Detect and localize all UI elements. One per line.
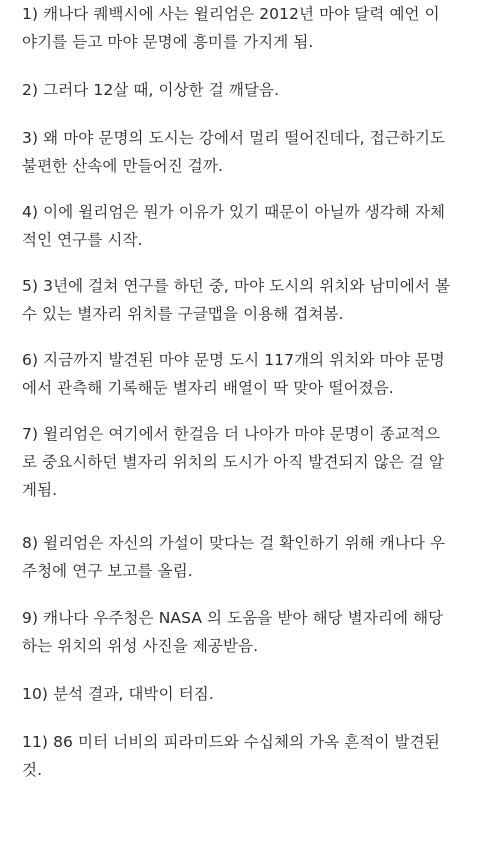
paragraph-9: 9) 캐나다 우주청은 NASA 의 도움을 받아 해당 별자리에 해당 하는 위치의 위성 사진을 제공받음. bbox=[22, 609, 444, 655]
paragraph-8: 8) 윌리엄은 자신의 가설이 맞다는 걸 확인하기 위해 캐나다 우 주청에 연구 보고를 올림. bbox=[22, 534, 446, 580]
paragraph-7: 7) 윌리엄은 여기에서 한걸음 더 나아가 마야 문명이 종교적으 로 중요시하던 별자리 위치의 도시가 아직 발견되지 않은 걸 알 게됨. bbox=[22, 425, 445, 499]
paragraph-4: 4) 이에 윌리엄은 뭔가 이유가 있기 때문이 아닐까 생각해 자체 적인 연구를 시작. bbox=[22, 203, 446, 249]
paragraph-6: 6) 지금까지 발견된 마야 문명 도시 117개의 위치와 마야 문명 에서 관측해 기록해둔 별자리 배열이 딱 맞아 떨어졌음. bbox=[22, 351, 445, 397]
paragraph-5: 5) 3년에 걸쳐 연구를 하던 중, 마야 도시의 위치와 남미에서 볼 수 있는 별자리 위치를 구글맵을 이용해 겹쳐봄. bbox=[22, 277, 451, 323]
paragraph-11: 11) 86 미터 너비의 피라미드와 수십체의 가옥 흔적이 발견된 것. bbox=[22, 733, 440, 779]
paragraph-2: 2) 그러다 12살 때, 이상한 걸 깨달음. bbox=[22, 81, 280, 99]
paragraph-3: 3) 왜 마야 문명의 도시는 강에서 멀리 떨어진데다, 접근하기도 불편한 산속에 만들어진 걸까. bbox=[22, 129, 446, 175]
paragraph-1: 1) 캐나다 퀘백시에 사는 윌리엄은 2012년 마야 달력 예언 이 야기를 듣고 마야 문명에 흥미를 가지게 됨. bbox=[22, 5, 440, 51]
paragraph-10: 10) 분석 결과, 대박이 터짐. bbox=[22, 685, 214, 703]
